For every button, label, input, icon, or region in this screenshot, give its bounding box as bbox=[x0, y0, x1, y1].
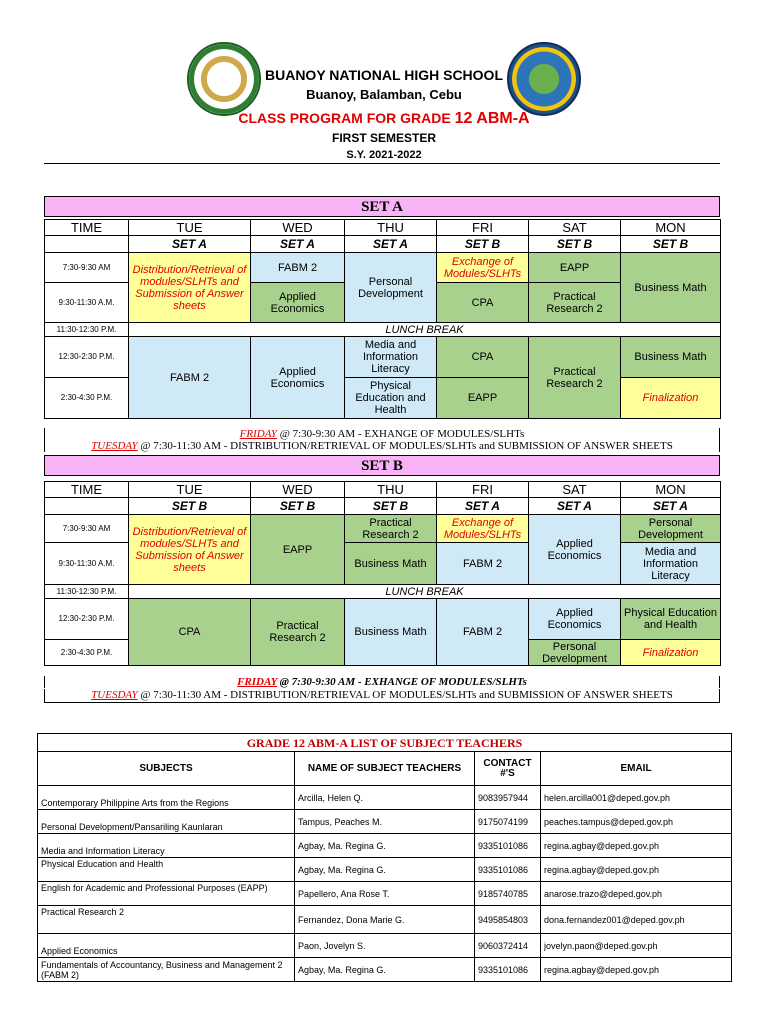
teacher-cell: Papellero, Ana Rose T. bbox=[295, 882, 475, 906]
email-cell: regina.agbay@deped.gov.ph bbox=[541, 958, 732, 982]
set-label: SET B bbox=[251, 498, 345, 515]
column-header: EMAIL bbox=[541, 752, 732, 786]
set-label: SET B bbox=[437, 236, 529, 253]
lunch-break: LUNCH BREAK bbox=[129, 585, 721, 599]
time-slot: 11:30-12:30 P.M. bbox=[45, 585, 129, 599]
time-slot: 9:30-11:30 A.M. bbox=[45, 283, 129, 323]
set-a-note-tuesday bbox=[44, 440, 720, 452]
email-cell: regina.agbay@deped.gov.ph bbox=[541, 834, 732, 858]
table-row bbox=[38, 934, 732, 958]
set-a-note-friday bbox=[44, 428, 720, 440]
school-address: Buanoy, Balamban, Cebu bbox=[306, 87, 462, 102]
day-header: TIME bbox=[45, 482, 129, 498]
set-label: SET B bbox=[129, 498, 251, 515]
set-label bbox=[45, 498, 129, 515]
table-row bbox=[38, 958, 732, 982]
teacher-cell: Fernandez, Dona Marie G. bbox=[295, 906, 475, 934]
subject-cell: Media and Information Literacy bbox=[38, 834, 295, 858]
class-cell: EAPP bbox=[251, 515, 345, 585]
note-text: @ 7:30-11:30 AM - DISTRIBUTION/RETRIEVAL OF MODULES/SLHTs and SUBMISSION OF ANSWER SHEETS bbox=[137, 689, 673, 701]
class-cell: Exchange of Modules/SLHTs bbox=[437, 253, 529, 283]
contact-cell: 9185740785 bbox=[475, 882, 541, 906]
note-text: @ 7:30-9:30 AM - EXHANGE OF MODULES/SLHTs bbox=[277, 676, 527, 688]
day-header: SAT bbox=[529, 482, 621, 498]
set-a-banner: SET A bbox=[44, 196, 720, 217]
set-label bbox=[45, 236, 129, 253]
subject-cell: Personal Development/Pansariling Kaunlaran bbox=[38, 810, 295, 834]
day-header: WED bbox=[251, 220, 345, 236]
teacher-cell: Paon, Jovelyn S. bbox=[295, 934, 475, 958]
class-cell: Applied Economics bbox=[251, 337, 345, 419]
program-title bbox=[0, 110, 768, 128]
set-label: SET A bbox=[621, 498, 721, 515]
note-day: FRIDAY bbox=[239, 428, 277, 440]
table-row bbox=[38, 810, 732, 834]
time-slot: 9:30-11:30 A.M. bbox=[45, 543, 129, 585]
day-header: WED bbox=[251, 482, 345, 498]
set-b-schedule bbox=[44, 481, 721, 666]
set-label: SET B bbox=[345, 498, 437, 515]
time-slot: 7:30-9:30 AM bbox=[45, 515, 129, 543]
school-year: S.Y. 2021-2022 bbox=[346, 149, 422, 161]
table-row bbox=[38, 834, 732, 858]
table-row bbox=[38, 882, 732, 906]
class-cell: Physical Education and Health bbox=[345, 378, 437, 419]
school-name: BUANOY NATIONAL HIGH SCHOOL bbox=[264, 67, 503, 83]
day-header: MON bbox=[621, 220, 721, 236]
subject-cell: Applied Economics bbox=[38, 934, 295, 958]
note-day: FRIDAY bbox=[237, 676, 278, 688]
class-cell: Personal Development bbox=[345, 253, 437, 323]
class-cell: FABM 2 bbox=[129, 337, 251, 419]
day-header: THU bbox=[345, 220, 437, 236]
contact-cell: 9175074199 bbox=[475, 810, 541, 834]
class-cell: Distribution/Retrieval of modules/SLHTs and Submission of Answer sheets bbox=[129, 253, 251, 323]
set-label: SET B bbox=[621, 236, 721, 253]
time-slot: 12:30-2:30 P.M. bbox=[45, 337, 129, 378]
teacher-cell: Tampus, Peaches M. bbox=[295, 810, 475, 834]
class-cell: Distribution/Retrieval of modules/SLHTs and Submission of Answer sheets bbox=[129, 515, 251, 585]
day-header: TUE bbox=[129, 220, 251, 236]
set-label: SET A bbox=[437, 498, 529, 515]
subject-cell: Contemporary Philippine Arts from the Regions bbox=[38, 786, 295, 810]
lunch-break: LUNCH BREAK bbox=[129, 323, 721, 337]
class-cell: CPA bbox=[437, 283, 529, 323]
program-grade: 12 ABM-A bbox=[454, 110, 530, 127]
class-cell: Personal Development bbox=[621, 515, 721, 543]
contact-cell: 9495854803 bbox=[475, 906, 541, 934]
day-header: TUE bbox=[129, 482, 251, 498]
note-day: TUESDAY bbox=[91, 440, 138, 452]
column-header: CONTACT #'S bbox=[475, 752, 541, 786]
table-row bbox=[38, 786, 732, 810]
class-cell: Applied Economics bbox=[251, 283, 345, 323]
email-cell: dona.fernandez001@deped.gov.ph bbox=[541, 906, 732, 934]
class-cell: Exchange of Modules/SLHTs bbox=[437, 515, 529, 543]
set-a-schedule bbox=[44, 219, 721, 419]
header-divider bbox=[44, 163, 720, 164]
subject-teachers-table bbox=[37, 733, 732, 982]
time-slot: 2:30-4:30 P.M. bbox=[45, 378, 129, 419]
set-label: SET B bbox=[529, 236, 621, 253]
subject-cell: English for Academic and Professional Purposes (EAPP) bbox=[38, 882, 295, 906]
contact-cell: 9335101086 bbox=[475, 834, 541, 858]
class-cell: Applied Economics bbox=[529, 515, 621, 585]
contact-cell: 9335101086 bbox=[475, 958, 541, 982]
email-cell: jovelyn.paon@deped.gov.ph bbox=[541, 934, 732, 958]
subject-cell: Physical Education and Health bbox=[38, 858, 295, 882]
class-cell: CPA bbox=[129, 599, 251, 666]
teacher-cell: Arcilla, Helen Q. bbox=[295, 786, 475, 810]
note-text: @ 7:30-9:30 AM - EXHANGE OF MODULES/SLHTs bbox=[276, 428, 525, 440]
teacher-cell: Agbay, Ma. Regina G. bbox=[295, 958, 475, 982]
subject-cell: Practical Research 2 bbox=[38, 906, 295, 934]
class-cell: Business Math bbox=[345, 599, 437, 666]
class-cell: FABM 2 bbox=[437, 599, 529, 666]
class-cell: Personal Development bbox=[529, 640, 621, 666]
teacher-cell: Agbay, Ma. Regina G. bbox=[295, 858, 475, 882]
set-b-note-tuesday bbox=[44, 689, 720, 703]
class-cell: Business Math bbox=[621, 337, 721, 378]
class-cell: Business Math bbox=[345, 543, 437, 585]
class-cell: Finalization bbox=[621, 378, 721, 419]
class-cell: EAPP bbox=[437, 378, 529, 419]
email-cell: peaches.tampus@deped.gov.ph bbox=[541, 810, 732, 834]
email-cell: regina.agbay@deped.gov.ph bbox=[541, 858, 732, 882]
class-cell: Practical Research 2 bbox=[529, 337, 621, 419]
time-slot: 11:30-12:30 P.M. bbox=[45, 323, 129, 337]
day-header: SAT bbox=[529, 220, 621, 236]
contact-cell: 9335101086 bbox=[475, 858, 541, 882]
program-prefix: CLASS PROGRAM FOR GRADE bbox=[238, 110, 455, 126]
teacher-cell: Agbay, Ma. Regina G. bbox=[295, 834, 475, 858]
subject-cell: Fundamentals of Accountancy, Business and Management 2 (FABM 2) bbox=[38, 958, 295, 982]
time-slot: 12:30-2:30 P.M. bbox=[45, 599, 129, 640]
column-header: SUBJECTS bbox=[38, 752, 295, 786]
contact-cell: 9083957944 bbox=[475, 786, 541, 810]
contact-cell: 9060372414 bbox=[475, 934, 541, 958]
set-b-note-friday bbox=[44, 676, 720, 688]
day-header: MON bbox=[621, 482, 721, 498]
semester: FIRST SEMESTER bbox=[331, 131, 436, 145]
note-text: @ 7:30-11:30 AM - DISTRIBUTION/RETRIEVAL OF MODULES/SLHTs and SUBMISSION OF ANSWER SHEETS bbox=[137, 440, 673, 452]
table-row bbox=[38, 906, 732, 934]
class-cell: Business Math bbox=[621, 253, 721, 323]
class-cell: Physical Education and Health bbox=[621, 599, 721, 640]
email-cell: helen.arcilla001@deped.gov.ph bbox=[541, 786, 732, 810]
time-slot: 2:30-4:30 P.M. bbox=[45, 640, 129, 666]
set-label: SET A bbox=[251, 236, 345, 253]
day-header: FRI bbox=[437, 482, 529, 498]
class-cell: CPA bbox=[437, 337, 529, 378]
class-cell: FABM 2 bbox=[251, 253, 345, 283]
note-day: TUESDAY bbox=[91, 689, 138, 701]
day-header: TIME bbox=[45, 220, 129, 236]
class-cell: Practical Research 2 bbox=[529, 283, 621, 323]
class-cell: EAPP bbox=[529, 253, 621, 283]
set-label: SET A bbox=[529, 498, 621, 515]
class-cell: Practical Research 2 bbox=[251, 599, 345, 666]
set-b-banner: SET B bbox=[44, 455, 720, 476]
column-header: NAME OF SUBJECT TEACHERS bbox=[295, 752, 475, 786]
class-cell: Applied Economics bbox=[529, 599, 621, 640]
email-cell: anarose.trazo@deped.gov.ph bbox=[541, 882, 732, 906]
day-header: FRI bbox=[437, 220, 529, 236]
class-cell: Media and Information Literacy bbox=[621, 543, 721, 585]
day-header: THU bbox=[345, 482, 437, 498]
set-label: SET A bbox=[129, 236, 251, 253]
class-cell: Media and Information Literacy bbox=[345, 337, 437, 378]
class-cell: FABM 2 bbox=[437, 543, 529, 585]
set-label: SET A bbox=[345, 236, 437, 253]
teachers-table-title: GRADE 12 ABM-A LIST OF SUBJECT TEACHERS bbox=[38, 734, 732, 752]
class-cell: Finalization bbox=[621, 640, 721, 666]
time-slot: 7:30-9:30 AM bbox=[45, 253, 129, 283]
class-cell: Practical Research 2 bbox=[345, 515, 437, 543]
table-row bbox=[38, 858, 732, 882]
